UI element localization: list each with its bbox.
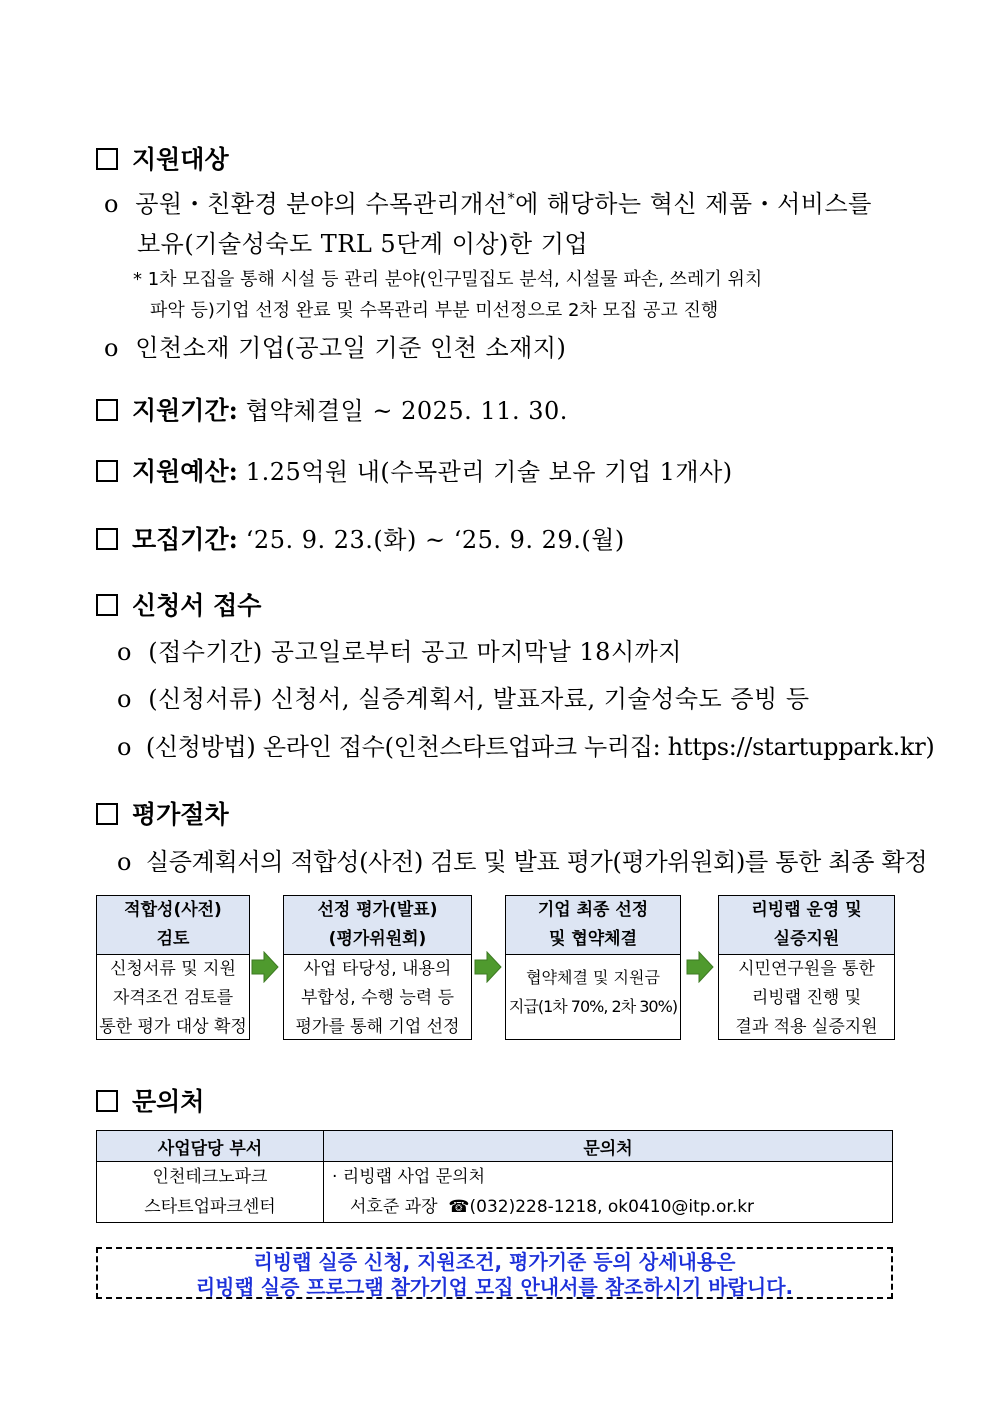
notice-line2: 리빙랩 실증 프로그램 참가기업 모집 안내서를 참조하시기 바랍니다. <box>195 1275 794 1299</box>
flow-step-body: 협약체결 및 지원금 지급(1차 70%, 2차 30%) <box>508 968 678 1016</box>
flow-step-title: 적합성(사전) 검토 <box>97 896 249 955</box>
target-note-line1: * 1차 모집을 통해 시설 등 관리 분야(인구밀집도 분석, 시설물 파손, 쓰레기 위치 <box>133 269 763 290</box>
arrow-right-icon <box>251 951 279 983</box>
flow-step-body: 사업 타당성, 내용의 부합성, 수행 능력 등 평가를 통해 기업 선정 <box>295 959 460 1037</box>
notice-box <box>96 1247 893 1299</box>
section-heading-application: 신청서 접수 <box>96 586 261 622</box>
contact-dept-cell: 인천테크노파크 스타트업파크센터 <box>97 1162 324 1223</box>
flow-step-1 <box>96 895 250 1040</box>
application-item-method: o (신청방법) 온라인 접수(인천스타트업파크 누리집: https://startuppark.kr) <box>117 733 935 761</box>
section-heading-period: 지원기간: 협약체결일 ~ 2025. 11. 30. <box>96 391 568 427</box>
contact-table <box>96 1130 893 1223</box>
evaluation-summary: o 실증계획서의 적합성(사전) 검토 및 발표 평가(평가위원회)를 통한 최종 확정 <box>117 848 928 876</box>
section-heading-budget: 지원예산: 1.25억원 내(수목관리 기술 보유 기업 1개사) <box>96 452 733 488</box>
section-heading-target: 지원대상 <box>96 140 229 176</box>
section-heading-contact: 문의처 <box>96 1082 204 1118</box>
checkbox-square-icon <box>96 528 118 550</box>
notice-line1: 리빙랩 실증 신청, 지원조건, 평가기준 등의 상세내용은 <box>253 1250 736 1274</box>
flow-step-title: 리빙랩 운영 및 실증지원 <box>719 896 894 955</box>
contact-col-info: 문의처 <box>324 1131 893 1162</box>
flow-step-3 <box>505 895 681 1040</box>
flow-step-2 <box>283 895 472 1040</box>
contact-email[interactable]: ok0410@itp.or.kr <box>607 1197 755 1217</box>
section-heading-recruit: 모집기간: ‘25. 9. 23.(화) ~ ‘25. 9. 29.(월) <box>96 520 625 556</box>
section-heading-evaluation: 평가절차 <box>96 795 229 831</box>
arrow-right-icon <box>686 951 714 983</box>
checkbox-square-icon <box>96 399 118 421</box>
checkbox-square-icon <box>96 594 118 616</box>
contact-col-dept: 사업담당 부서 <box>97 1131 324 1162</box>
checkbox-square-icon <box>96 460 118 482</box>
target-item-1-line2: 보유(기술성숙도 TRL 5단계 이상)한 기업 <box>137 230 589 258</box>
application-item-period: o (접수기간) 공고일로부터 공고 마지막날 18시까지 <box>117 638 682 666</box>
flow-step-title: 기업 최종 선정 및 협약체결 <box>506 896 680 955</box>
contact-info-cell: · 리빙랩 사업 문의처 서호준 과장 ☎(032)228-1218, ok0410@itp.or.kr <box>324 1162 893 1223</box>
checkbox-square-icon <box>96 148 118 170</box>
checkbox-square-icon <box>96 803 118 825</box>
flow-step-body: 시민연구원을 통한 리빙랩 진행 및 결과 적용 실증지원 <box>735 959 878 1037</box>
target-item-2: o 인천소재 기업(공고일 기준 인천 소재지) <box>104 334 567 362</box>
target-note-line2: 파악 등)기업 선정 완료 및 수목관리 부분 미선정으로 2차 모집 공고 진행 <box>150 300 719 321</box>
telephone-icon: ☎ <box>448 1197 470 1217</box>
flow-step-body: 신청서류 및 지원 자격조건 검토를 통한 평가 대상 확정 <box>99 959 247 1037</box>
checkbox-square-icon <box>96 1090 118 1112</box>
flow-step-4 <box>718 895 895 1040</box>
flow-step-title: 선정 평가(발표) (평가위원회) <box>284 896 471 955</box>
application-item-documents: o (신청서류) 신청서, 실증계획서, 발표자료, 기술성숙도 증빙 등 <box>117 685 810 713</box>
target-item-1: o 공원・친환경 분야의 수목관리개선*에 해당하는 혁신 제품・서비스를 <box>104 190 872 218</box>
arrow-right-icon <box>474 951 502 983</box>
